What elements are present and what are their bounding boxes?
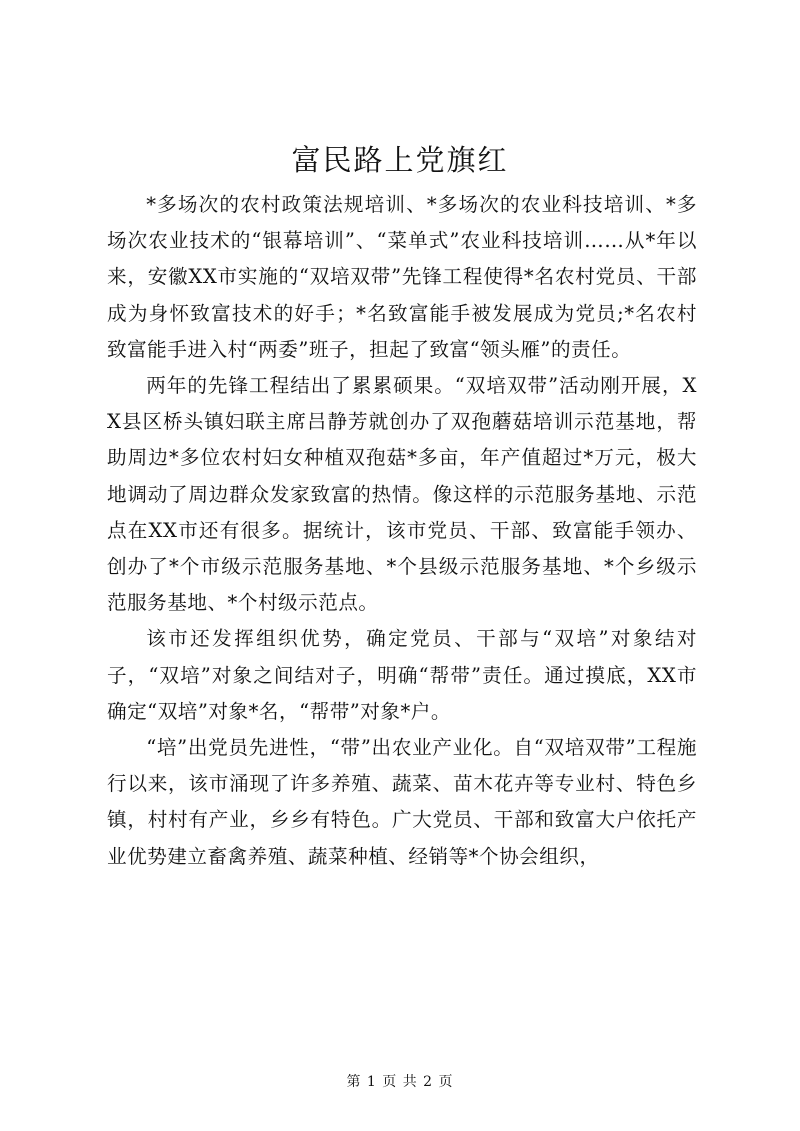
- document-title: 富民路上党旗红: [291, 143, 509, 177]
- paragraph-3: 该市还发挥组织优势，确定党员、干部与“双培”对象结对子，“双培”对象之间结对子，明确“帮带”责任。通过摸底，XX市确定“双培”对象*名，“帮带”对象*户。: [107, 627, 697, 723]
- paragraph-2: 两年的先锋工程结出了累累硕果。“双培双带”活动刚开展，XX县区桥头镇妇联主席吕静芳就创办了双孢蘑菇培训示范基地，帮助周边*多位农村妇女种植双孢菇*多亩，年产值超过*万元，极大地调动了周边群众发家致富的热情。像这样的示范服务基地、示范点在XX市还有很多。据统计，该市党员、干部、致富能手领办、创办了*个市级示范服务基地、*个县级示范服务基地、*个乡级示范服务基地、*个村级示范点。: [107, 374, 697, 615]
- paragraph-1: *多场次的农村政策法规培训、*多场次的农业科技培训、*多场次农业技术的“银幕培训”、“菜单式”农业科技培训……从*年以来，安徽XX市实施的“双培双带”先锋工程使得*名农村党员、干部成为身怀致富技术的好手；*名致富能手被发展成为党员;*名农村致富能手进入村“两委”班子，担起了致富“领头雁”的责任。: [107, 193, 697, 361]
- document-body: [107, 187, 697, 875]
- paragraph-4: “培”出党员先进性，“带”出农业产业化。自“双培双带”工程施行以来，该市涌现了许多养殖、蔬菜、苗木花卉等专业村、特色乡镇，村村有产业，乡乡有特色。广大党员、干部和致富大户依托产业优势建立畜禽养殖、蔬菜种植、经销等*个协会组织，: [107, 736, 697, 868]
- page-number-footer: 第 1 页 共 2 页: [346, 1074, 454, 1090]
